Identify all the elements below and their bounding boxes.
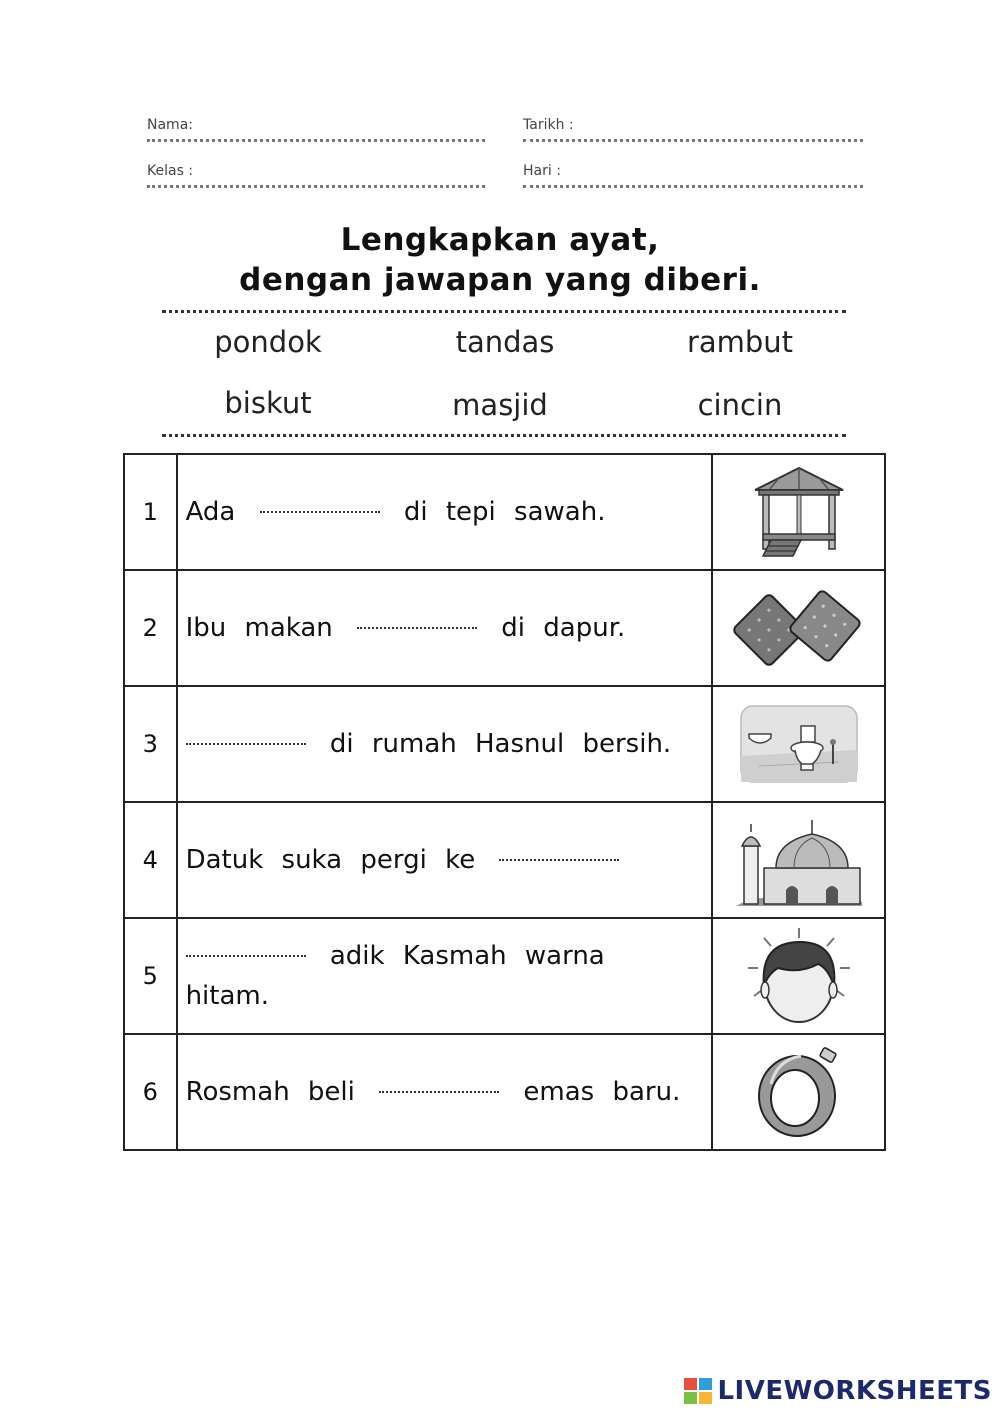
question-number: 2 bbox=[124, 570, 177, 686]
sentence-after: di rumah Hasnul bersih. bbox=[329, 728, 672, 759]
brand-footer bbox=[683, 1375, 992, 1407]
mosque-icon bbox=[734, 810, 864, 910]
nama-label: Nama: bbox=[147, 117, 193, 133]
answer-blank[interactable] bbox=[379, 1091, 499, 1093]
word-bank-item: biskut bbox=[224, 386, 312, 420]
picture-cell bbox=[712, 918, 885, 1034]
sentence-after: di dapur. bbox=[501, 612, 626, 643]
hut-icon bbox=[749, 464, 849, 560]
word-bank-item: pondok bbox=[214, 325, 322, 359]
question-sentence bbox=[177, 1034, 713, 1150]
answer-blank[interactable] bbox=[186, 743, 306, 745]
brand-text: LIVEWORKSHEETS bbox=[717, 1376, 992, 1406]
hari-label: Hari : bbox=[523, 163, 561, 179]
word-bank-item: cincin bbox=[697, 388, 783, 422]
table-row bbox=[124, 570, 885, 686]
table-row bbox=[124, 918, 885, 1034]
hair-icon bbox=[744, 926, 854, 1026]
picture-cell bbox=[712, 802, 885, 918]
kelas-label: Kelas : bbox=[147, 163, 194, 179]
question-number: 3 bbox=[124, 686, 177, 802]
question-table bbox=[123, 453, 886, 1151]
answer-blank[interactable] bbox=[357, 627, 477, 629]
table-row bbox=[124, 454, 885, 570]
kelas-field[interactable] bbox=[147, 185, 485, 188]
sentence-before: Rosmah beli bbox=[185, 1076, 355, 1107]
hari-field[interactable] bbox=[523, 185, 863, 188]
question-number: 1 bbox=[124, 454, 177, 570]
word-bank-item: tandas bbox=[455, 325, 555, 359]
picture-cell bbox=[712, 570, 885, 686]
question-sentence bbox=[177, 686, 713, 802]
sentence-after: di tepi sawah. bbox=[403, 496, 606, 527]
sentence-after: adik Kasmah warna hitam. bbox=[185, 940, 605, 1011]
question-sentence bbox=[177, 918, 713, 1034]
answer-blank[interactable] bbox=[260, 511, 380, 513]
separator-top bbox=[162, 310, 846, 313]
table-row bbox=[124, 802, 885, 918]
tarikh-field[interactable] bbox=[523, 139, 863, 142]
word-bank-item: rambut bbox=[686, 325, 794, 359]
table-row bbox=[124, 1034, 885, 1150]
answer-blank[interactable] bbox=[499, 859, 619, 861]
biscuit-icon bbox=[729, 588, 869, 668]
picture-cell bbox=[712, 686, 885, 802]
question-number: 6 bbox=[124, 1034, 177, 1150]
picture-cell bbox=[712, 1034, 885, 1150]
title-line-1: Lengkapkan ayat, bbox=[340, 222, 660, 258]
nama-field[interactable] bbox=[147, 139, 485, 142]
picture-cell bbox=[712, 454, 885, 570]
separator-bottom bbox=[162, 434, 846, 437]
sentence-before: Ada bbox=[185, 496, 236, 527]
title-line-2: dengan jawapan yang diberi. bbox=[239, 262, 761, 298]
toilet-icon bbox=[739, 704, 859, 784]
question-sentence bbox=[177, 454, 713, 570]
word-bank-item: masjid bbox=[452, 388, 548, 422]
liveworksheets-logo-icon bbox=[683, 1377, 713, 1405]
ring-icon bbox=[749, 1044, 849, 1140]
table-row bbox=[124, 686, 885, 802]
tarikh-label: Tarikh : bbox=[523, 117, 574, 133]
question-sentence bbox=[177, 802, 713, 918]
answer-blank[interactable] bbox=[186, 955, 306, 957]
question-sentence bbox=[177, 570, 713, 686]
sentence-after: emas baru. bbox=[523, 1076, 681, 1107]
sentence-before: Datuk suka pergi ke bbox=[185, 844, 476, 875]
question-number: 5 bbox=[124, 918, 177, 1034]
sentence-before: Ibu makan bbox=[185, 612, 333, 643]
question-number: 4 bbox=[124, 802, 177, 918]
